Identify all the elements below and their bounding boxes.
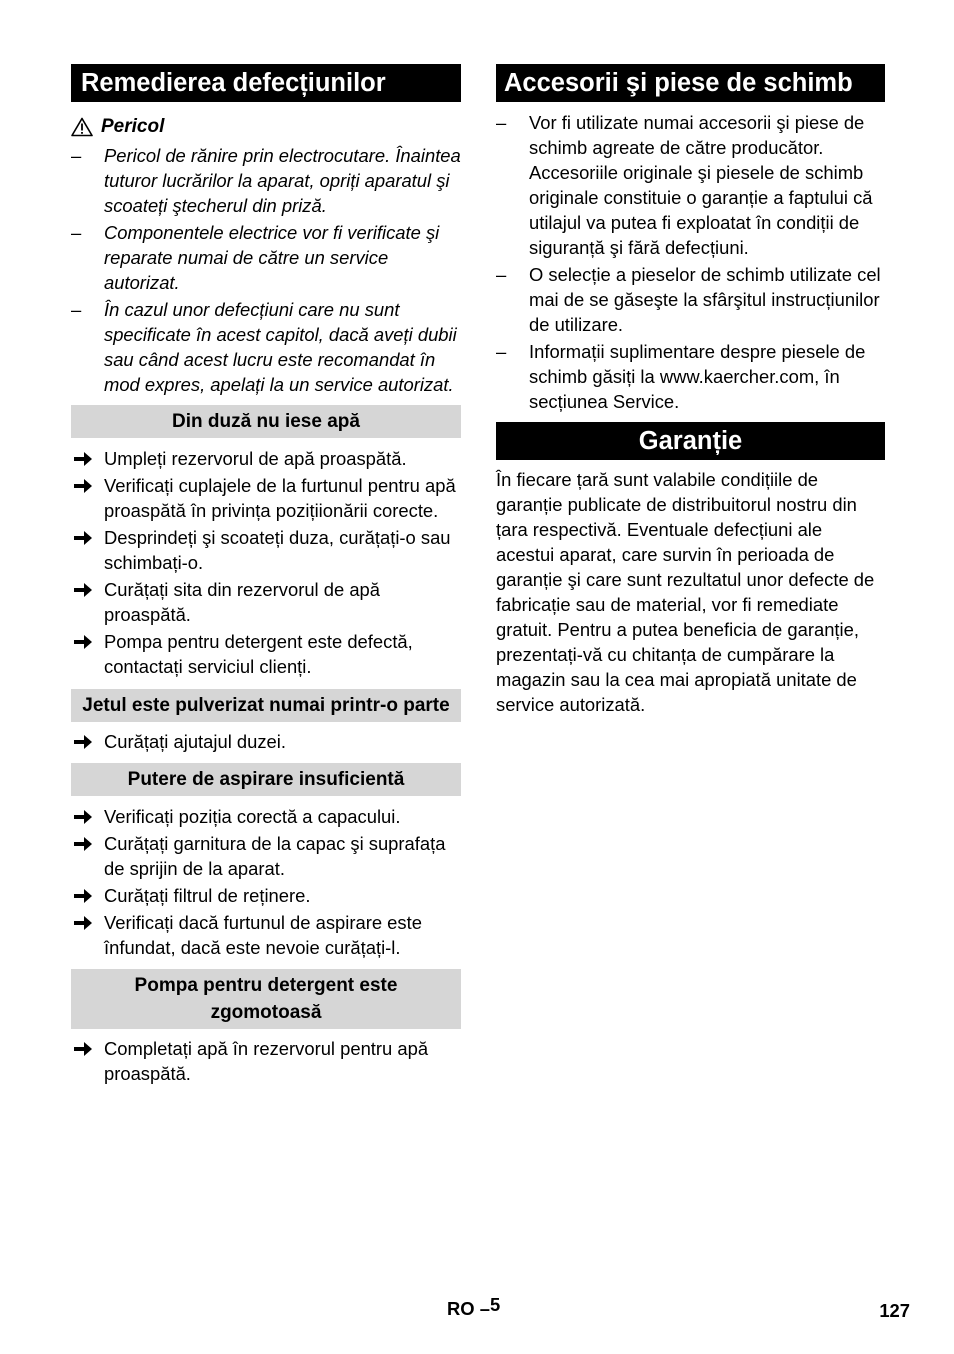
dash-bullet: – bbox=[496, 341, 507, 362]
dash-bullet: – bbox=[496, 112, 507, 133]
list-item: – Vor fi utilizate numai accesorii şi piese de schimb agreate de către producător. Accesoriile originale şi piesele de schimb originale constituie o garanție a faptului că utilajul va putea fi exploatat în condiții de siguranță şi fără defecțiuni. bbox=[496, 112, 873, 258]
warning-triangle-icon bbox=[71, 117, 93, 137]
subheading-one-side-spray: Jetul este pulverizat numai printr-o parte bbox=[71, 689, 461, 722]
left-column bbox=[71, 64, 461, 1086]
arrow-right-icon bbox=[73, 1040, 93, 1058]
list-item: Verificați poziția corectă a capacului. bbox=[71, 804, 461, 829]
heading-accessories: Accesorii şi piese de schimb bbox=[496, 64, 885, 102]
warning-title-text: Pericol bbox=[101, 116, 165, 137]
dash-bullet: – bbox=[71, 222, 82, 243]
warning-item: – În cazul unor defecțiuni care nu sunt specificate în acest capitol, dacă aveți dubii sau când acest lucru este recomandat în mod expres, apelați la un service autorizat. bbox=[71, 299, 457, 395]
list-item: Desprindeți şi scoateți duza, curățați-o sau schimbați-o. bbox=[71, 525, 461, 575]
heading-warranty: Garanție bbox=[496, 422, 885, 460]
dash-bullet: – bbox=[71, 145, 82, 166]
arrow-right-icon bbox=[73, 808, 93, 826]
arrow-right-icon bbox=[73, 835, 93, 853]
arrow-right-icon bbox=[73, 887, 93, 905]
right-column bbox=[496, 64, 885, 717]
list-item: – O selecție a pieselor de schimb utilizate cel mai de se găseşte la sfârşitul instrucțiunilor de utilizare. bbox=[496, 264, 881, 335]
arrow-right-icon bbox=[73, 477, 93, 495]
list-item: Pompa pentru detergent este defectă, contactați serviciul clienți. bbox=[71, 629, 461, 679]
dash-bullet: – bbox=[496, 264, 507, 285]
subheading-noisy-pump: Pompa pentru detergent este zgomotoasă bbox=[71, 969, 461, 1029]
arrow-right-icon bbox=[73, 529, 93, 547]
footer-lang: RO bbox=[447, 1298, 475, 1319]
arrow-right-icon bbox=[73, 633, 93, 651]
arrow-right-icon bbox=[73, 914, 93, 932]
accessories-list bbox=[496, 110, 885, 414]
dash-bullet: – bbox=[71, 299, 82, 320]
list-item: Verificați cuplajele de la furtunul pentru apă proaspătă în privința pozițiionării corecte. bbox=[71, 473, 461, 523]
heading-troubleshooting: Remedierea defecțiunilor bbox=[71, 64, 461, 102]
subheading-no-water: Din duză nu iese apă bbox=[71, 405, 461, 438]
list-item: Curățați sita din rezervorul de apă proaspătă. bbox=[71, 577, 461, 627]
noisy-pump-list bbox=[71, 1036, 461, 1086]
list-item: Completați apă în rezervorul pentru apă proaspătă. bbox=[71, 1036, 461, 1086]
warning-item: – Componentele electrice vor fi verificate şi reparate numai de către un service autorizat. bbox=[71, 222, 440, 293]
warranty-text: În fiecare țară sunt valabile condițiile de garanție publicate de distribuitorul nostru din țara respectivă. Eventuale defecțiuni ale acestui aparat, care survin în perioada de garanție şi care sunt rezultatul unor defecte de fabricație sau de material, vor fi remediate gratuit. Pentru a putea beneficia de garanție, prezentați-vă cu chitanța de cumpărare la magazin sau la cea mai apropiată unitate de service autorizată. bbox=[496, 469, 875, 715]
list-item: Curățați filtrul de reținere. bbox=[71, 883, 461, 908]
arrow-right-icon bbox=[73, 581, 93, 599]
list-item: Umpleți rezervorul de apă proaspătă. bbox=[71, 446, 461, 471]
warning-item: – Pericol de rănire prin electrocutare. Înaintea tuturor lucrărilor la aparat, opriți aparatul şi scoateți ştecherul din priză. bbox=[71, 145, 461, 216]
arrow-right-icon bbox=[73, 450, 93, 468]
subheading-suction-power: Putere de aspirare insuficientă bbox=[71, 763, 461, 796]
list-item: Curățați ajutajul duzei. bbox=[71, 729, 461, 754]
page-number: 127 bbox=[879, 1300, 910, 1321]
suction-power-list bbox=[71, 804, 461, 960]
footer-section-label bbox=[447, 1296, 500, 1321]
footer-section-page: 5 bbox=[489, 1294, 501, 1315]
arrow-right-icon bbox=[73, 733, 93, 751]
no-water-list bbox=[71, 446, 461, 679]
list-item: Verificați dacă furtunul de aspirare este înfundat, dacă este nevoie curățați-l. bbox=[71, 910, 461, 960]
warning-list bbox=[71, 143, 461, 397]
list-item: – Informații suplimentare despre piesele de schimb găsiți la www.kaercher.com, în secțiunea Service. bbox=[496, 341, 866, 412]
list-item: Curățați garnitura de la capac şi suprafața de sprijin de la aparat. bbox=[71, 831, 461, 881]
footer-separator: – bbox=[479, 1298, 490, 1319]
warning-title bbox=[71, 114, 461, 139]
one-side-spray-list bbox=[71, 729, 461, 754]
